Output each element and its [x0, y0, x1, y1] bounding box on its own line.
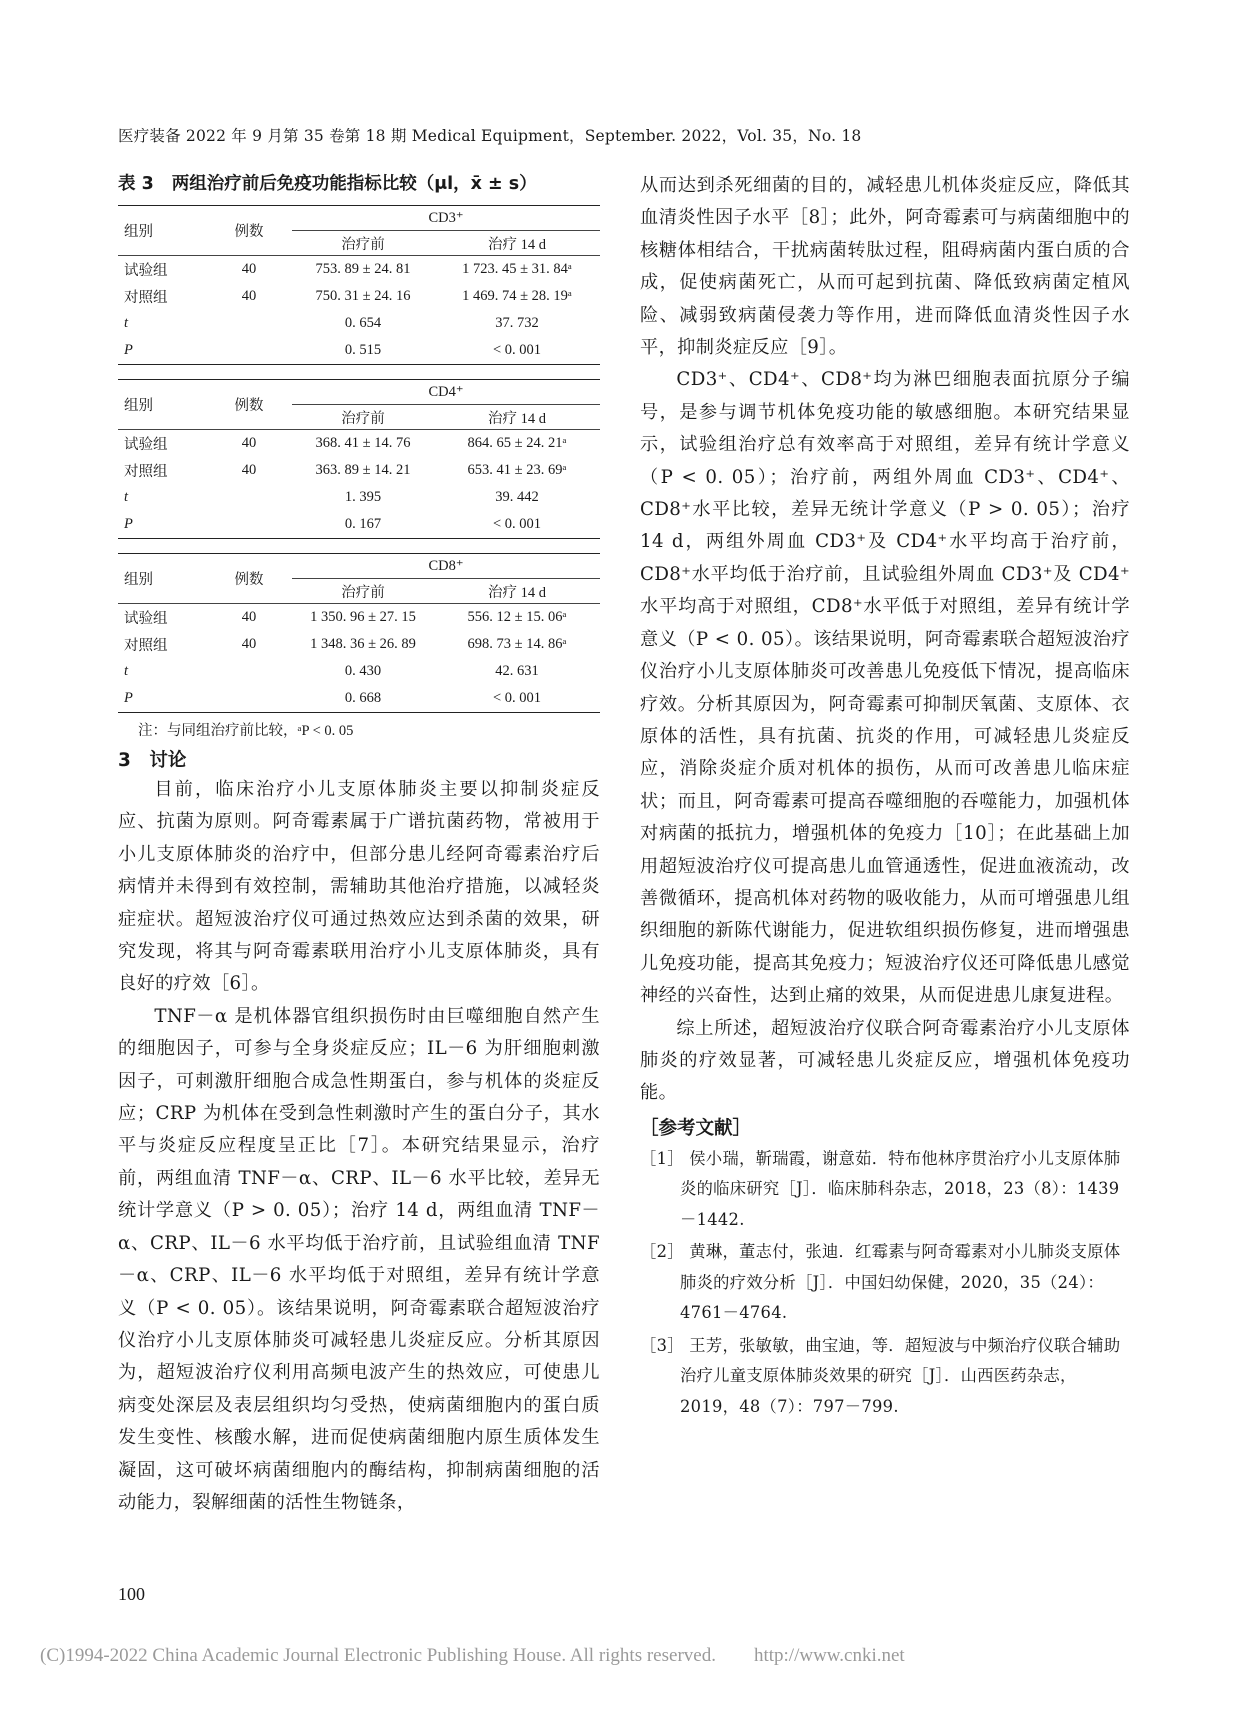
reference-list [640, 1144, 1130, 1423]
value-before: 1 348. 36 ± 26. 89 [310, 636, 416, 652]
col-before-header: 治疗前 [292, 405, 434, 430]
table-caption [118, 170, 600, 195]
col-count-header: 例数 [206, 554, 292, 604]
reference-item: ［1］ 侯小瑞，靳瑞霞，谢意茹．特布他林序贯治疗小儿支原体肺炎的临床研究［J］．临床肺科杂志，2018，23（8）：1439－1442. [640, 1148, 1121, 1229]
copyright-footer: (C)1994-2022 China Academic Journal Electronic Publishing House. All rights reserved. http://www.cnki.net [40, 1645, 905, 1666]
row-count [206, 310, 292, 337]
body-paragraph: 综上所述，超短波治疗仪联合阿奇霉素治疗小儿支原体肺炎的疗效显著，可减轻患儿炎症反应，增强机体免疫功能。 [640, 1017, 1130, 1104]
row-label: P [118, 337, 206, 365]
col-count-header: 例数 [206, 206, 292, 256]
col-group-header: 组别 [118, 380, 206, 430]
body-paragraph: 目前，临床治疗小儿支原体肺炎主要以抑制炎症反应、抗菌为原则。阿奇霉素属于广谱抗菌药物，常被用于小儿支原体肺炎的治疗中，但部分患儿经阿奇霉素治疗后病情并未得到有效控制，需辅助其他治疗措施，以减轻炎症症状。超短波治疗仪可通过热效应达到杀菌的效果，研究发现，将其与阿奇霉素联用治疗小儿支原体肺炎，具有良好的疗效［6］。 [118, 779, 600, 995]
table-row [118, 604, 600, 632]
row-label: P [118, 511, 206, 539]
row-count: 40 [241, 288, 257, 304]
table-row [118, 631, 600, 658]
indicator-header: CD4⁺ [292, 380, 600, 405]
page-number: 100 [118, 1584, 145, 1604]
table-row [118, 430, 600, 458]
value-after: 42. 631 [495, 663, 539, 679]
value-after: 864. 65 ± 24. 21ᵃ [467, 435, 567, 451]
value-after: 1 723. 45 ± 31. 84ᵃ [462, 261, 572, 277]
row-count: 40 [241, 261, 257, 277]
body-paragraph: CD3⁺、CD4⁺、CD8⁺均为淋巴细胞表面抗原分子编号，是参与调节机体免疫功能的敏感细胞。本研究结果显示，试验组治疗总有效率高于对照组，差异有统计学意义（P < 0. 05）；治疗前，两组外周血 CD3⁺、CD4⁺、CD8⁺水平比较，差异无统计学意义（P > 0. 05）；治疗 14 d，两组外周血 CD3⁺及 CD4⁺水平均高于治疗前，CD8⁺水平均低于治疗前，且试验组外周血 CD3⁺及 CD4⁺水平均高于对照组，CD8⁺水平低于对照组，差异有统计学意义（P < 0. 05）。该结果说明，阿奇霉素联合超短波治疗仪治疗小儿支原体肺炎可改善患儿免疫低下情况，提高临床疗效。分析其原因为，阿奇霉素可抑制厌氧菌、支原体、衣原体的活性，具有抗菌、抗炎的作用，可减轻患儿炎症反应，消除炎症介质对机体的损伤，从而可改善患儿临床症状；而且，阿奇霉素可提高吞噬细胞的吞噬能力，加强机体对病菌的抵抗力，增强机体的免疫力［10］；在此基础上加用超短波治疗仪可提高患儿血管通透性，促进血液流动，改善微循环，提高机体对药物的吸收能力，从而可增强患儿组织细胞的新陈代谢能力，促进软组织损伤修复，进而增强患儿免疫功能，提高其免疫力；短波治疗仪还可降低患儿感觉神经的兴奋性，达到止痛的效果，从而促进患儿康复进程。 [640, 369, 1130, 1007]
block-spacer [118, 539, 600, 554]
col-group-header: 组别 [118, 554, 206, 604]
table-row [118, 484, 600, 511]
row-count: 40 [241, 435, 257, 451]
section-title: 3 讨论 [118, 750, 187, 771]
table-row [118, 337, 600, 365]
header-row [118, 380, 600, 405]
value-after: < 0. 001 [434, 511, 600, 539]
table-note: 注：与同组治疗前比较，ᵃP < 0. 05 [138, 723, 354, 739]
left-body [118, 774, 600, 1519]
col-count-header: 例数 [206, 380, 292, 430]
value-after: < 0. 001 [434, 685, 600, 713]
col-after-header: 治疗 14 d [434, 579, 600, 604]
value-after: < 0. 001 [434, 337, 600, 365]
indicator-header: CD8⁺ [292, 554, 600, 579]
value-after: 39. 442 [495, 489, 539, 505]
value-before: 0. 167 [292, 511, 434, 539]
col-after-header: 治疗 14 d [434, 231, 600, 256]
right-column [640, 170, 1130, 1424]
value-before: 0. 430 [344, 663, 382, 679]
row-count [206, 337, 292, 365]
value-before: 1. 395 [344, 489, 382, 505]
col-before-header: 治疗前 [292, 579, 434, 604]
references-title: ［参考文献］ [640, 1117, 752, 1139]
value-before: 363. 89 ± 14. 21 [315, 462, 411, 478]
left-column [118, 170, 600, 1519]
value-after: 698. 73 ± 14. 86ᵃ [467, 636, 567, 652]
value-after: 556. 12 ± 15. 06ᵃ [467, 609, 567, 625]
value-before: 753. 89 ± 24. 81 [315, 261, 411, 277]
row-count: 40 [241, 462, 257, 478]
value-after: 653. 41 ± 23. 69ᵃ [467, 462, 567, 478]
row-label: t [124, 315, 129, 331]
right-body [640, 170, 1130, 1110]
row-count [206, 484, 292, 511]
col-before-header: 治疗前 [292, 231, 434, 256]
row-label: P [118, 685, 206, 713]
value-before: 368. 41 ± 14. 76 [315, 435, 411, 451]
table-number: 表 3 [118, 174, 154, 194]
body-paragraph: TNF－α 是机体器官组织损伤时由巨噬细胞自然产生的细胞因子，可参与全身炎症反应；IL－6 为肝细胞刺激因子，可刺激肝细胞合成急性期蛋白，参与机体的炎症反应；CRP 为机体在受到急性刺激时产生的蛋白分子，其水平与炎症反应程度呈正比［7］。本研究结果显示，治疗前，两组血清 TNF－α、CRP、IL－6 水平比较，差异无统计学意义（P > 0. 05）；治疗 14 d，两组血清 TNF－α、CRP、IL－6 水平均低于治疗前，且试验组血清 TNF－α、CRP、IL－6 水平均低于对照组，差异有统计学意义（P < 0. 05）。该结果说明，阿奇霉素联合超短波治疗仪治疗小儿支原体肺炎可减轻患儿炎症反应。分析其原因为，超短波治疗仪利用高频电波产生的热效应，可使患儿病变处深层及表层组织均匀受热，使病菌细胞内的蛋白质发生变性、核酸水解，进而促使病菌细胞内原生质体发生凝固，这可破坏病菌细胞内的酶结构，抑制病菌细胞的活动能力，裂解细菌的活性生物链条， [118, 1005, 600, 1513]
row-label: t [124, 489, 129, 505]
table-row [118, 310, 600, 337]
row-count [206, 685, 292, 713]
table-row [118, 283, 600, 310]
row-count [206, 511, 292, 539]
col-group-header: 组别 [118, 206, 206, 256]
table-row [118, 511, 600, 539]
table-row [118, 685, 600, 713]
value-after: 37. 732 [495, 315, 539, 331]
value-before: 0. 668 [292, 685, 434, 713]
running-header: 医疗装备 2022 年 9 月第 35 卷第 18 期 Medical Equipment，September. 2022，Vol. 35，No. 18 [118, 127, 862, 145]
header-row [118, 554, 600, 579]
value-before: 1 350. 96 ± 27. 15 [310, 609, 416, 625]
block-spacer [118, 365, 600, 380]
row-label: 对照组 [124, 464, 168, 480]
value-after: 1 469. 74 ± 28. 19ᵃ [462, 288, 572, 304]
header-row [118, 206, 600, 231]
row-count [206, 658, 292, 685]
reference-item: ［2］ 黄琳，董志付，张迪．红霉素与阿奇霉素对小儿肺炎支原体肺炎的疗效分析［J］．中国妇幼保健，2020，35（24）：4761－4764. [640, 1242, 1121, 1323]
row-label: 试验组 [124, 611, 168, 627]
value-before: 0. 654 [344, 315, 382, 331]
value-before: 0. 515 [292, 337, 434, 365]
indicator-header: CD3⁺ [292, 206, 600, 231]
row-label: 对照组 [124, 290, 168, 306]
value-before: 750. 31 ± 24. 16 [315, 288, 411, 304]
row-label: 试验组 [124, 263, 168, 279]
table-title: 两组治疗前后免疫功能指标比较（μl，x̄ ± s） [171, 174, 537, 194]
row-count: 40 [241, 609, 257, 625]
col-after-header: 治疗 14 d [434, 405, 600, 430]
immune-function-table [118, 205, 600, 713]
body-paragraph: 从而达到杀死细菌的目的，减轻患儿机体炎症反应，降低其血清炎性因子水平［8］；此外，阿奇霉素可与病菌细胞中的核糖体相结合，干扰病菌转肽过程，阻碍病菌内蛋白质的合成，促使病菌死亡，从而可起到抗菌、降低致病菌定植风险、减弱致病菌侵袭力等作用，进而降低血清炎性因子水平，抑制炎症反应［9］。 [640, 175, 1130, 359]
row-label: t [124, 663, 129, 679]
reference-item: ［3］ 王芳，张敏敏，曲宝迪，等．超短波与中频治疗仪联合辅助治疗儿童支原体肺炎效果的研究［J］．山西医药杂志，2019，48（7）：797－799. [640, 1335, 1121, 1416]
row-label: 对照组 [124, 638, 168, 654]
row-label: 试验组 [124, 437, 168, 453]
table-row [118, 256, 600, 284]
table-row [118, 457, 600, 484]
row-count: 40 [241, 636, 257, 652]
table-row [118, 658, 600, 685]
